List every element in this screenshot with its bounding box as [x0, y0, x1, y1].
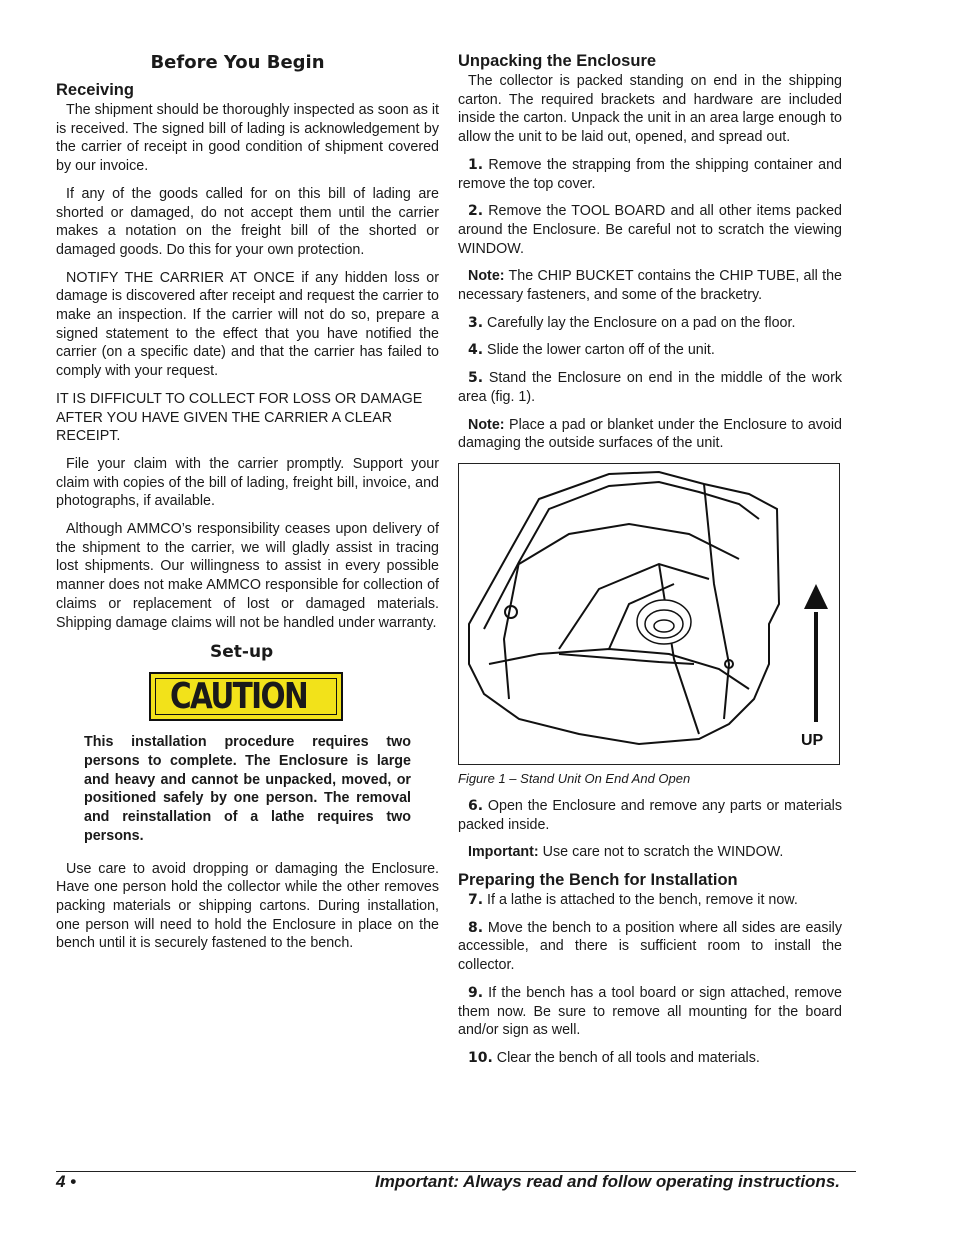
step-item — [458, 341, 842, 360]
section-title-before-you-begin: Before You Begin — [150, 52, 325, 73]
step-number: 8. — [468, 919, 484, 936]
page-number: 4 • — [56, 1172, 77, 1191]
caution-label: CAUTION — [170, 675, 308, 717]
up-label: UP — [801, 731, 824, 749]
note-paragraph — [458, 267, 842, 304]
receiving-paragraph: Although AMMCO’s responsibility ceases upon delivery of the shipment to the carrier, we will gladly assist in tracing lost shipments. Our willingness to assist in every possible manner does not make AMMCO responsible for collection of claims or replacement of lost or damaged materials. Shipping damage claims will not be handled under warranty. — [56, 521, 439, 631]
step-text: Stand the Enclosure on end in the middle of the work area (fig. 1). — [458, 370, 843, 405]
step-item — [458, 314, 842, 333]
step-item — [458, 369, 842, 406]
note-label: Note: — [468, 268, 505, 285]
figure-enclosure-illustration — [458, 463, 840, 765]
receiving-paragraph: The shipment should be thoroughly inspected as soon as it is received. The signed bill of lading is acknowledgement by the carrier of receipt in good condition of shipment covered by our invoice. — [56, 102, 439, 175]
setup-paragraph: Use care to avoid dropping or damaging the Enclosure. Have one person hold the collector while the other removes packing materials or shipping cartons. During installation, one person will need to hold the Enclosure in place on the bench until it is securely fastened to the bench. — [56, 860, 439, 952]
step-text: Remove the TOOL BOARD and all other items packed around the Enclosure. Be careful not to scratch the viewing WINDOW. — [458, 203, 842, 257]
step-number: 10. — [468, 1049, 493, 1066]
enclosure-illustration — [459, 464, 839, 764]
step-number: 9. — [468, 984, 484, 1001]
right-column — [458, 52, 842, 1077]
figure-caption: Figure 1 – Stand Unit On End And Open — [458, 770, 691, 786]
step-number: 3. — [468, 314, 484, 331]
step-number: 4. — [468, 342, 484, 359]
receiving-paragraph: NOTIFY THE CARRIER AT ONCE if any hidden loss or damage is discovered after receipt and request the carrier to make an inspection. If the carrier will not do so, prepare a signed statement to the effect that you have notified the carrier (on a specific date) and that the carrier has failed to comply with your request. — [56, 269, 439, 380]
important-paragraph — [458, 843, 842, 862]
note-label: Note: — [468, 416, 505, 433]
step-text: Remove the strapping from the shipping container and remove the top cover. — [458, 156, 842, 192]
footer-text: Important: Always read and follow operating instructions. — [374, 1172, 840, 1191]
step-item — [458, 984, 842, 1040]
step-item — [458, 797, 842, 834]
important-text: Use care not to scratch the WINDOW. — [542, 844, 784, 861]
bench-heading: Preparing the Bench for Installation — [458, 871, 738, 890]
step-item — [458, 919, 842, 975]
step-text: Clear the bench of all tools and materials. — [496, 1049, 760, 1066]
step-number: 6. — [468, 797, 484, 814]
receiving-heading: Receiving — [56, 81, 134, 99]
step-item — [458, 891, 842, 910]
setup-heading: Set-up — [210, 642, 274, 663]
step-text: If a lathe is attached to the bench, remove it now. — [487, 892, 798, 909]
caution-banner — [149, 672, 343, 721]
left-column — [56, 52, 439, 962]
step-item — [458, 202, 842, 258]
unpacking-intro: The collector is packed standing on end in the shipping carton. The required brackets and hardware are included inside the carton. Unpack the unit in an area large enough to allow the unit to be laid out, opened, and spread out. — [458, 73, 842, 146]
step-text: Open the Enclosure and remove any parts or materials packed inside. — [458, 797, 842, 833]
receiving-paragraph: If any of the goods called for on this bill of lading are shorted or damaged, do not accept them until the carrier makes a notation on the freight bill of the shorted or damaged goods. Do this for your own protection. — [56, 185, 439, 258]
note-paragraph — [458, 416, 842, 453]
step-number: 7. — [468, 892, 484, 909]
step-number: 5. — [468, 370, 484, 387]
step-text: Carefully lay the Enclosure on a pad on the floor. — [487, 314, 796, 331]
caution-text: This installation procedure requires two persons to complete. The Enclosure is large and heavy and cannot be unpacked, moved, or positioned safely by one person. The removal and reinstallation of a lathe requires two persons. — [84, 734, 411, 844]
important-label: Important: — [468, 844, 539, 861]
unpacking-heading: Unpacking the Enclosure — [458, 52, 657, 70]
receiving-paragraph: File your claim with the carrier promptly. Support your claim with copies of the bill of lading, freight bill, invoice, and photographs, if available. — [56, 455, 439, 510]
step-number: 2. — [468, 203, 484, 220]
note-text: The CHIP BUCKET contains the CHIP TUBE, all the necessary fasteners, and some of the bracketry. — [458, 268, 842, 304]
step-item — [458, 1049, 842, 1068]
up-arrow-icon — [804, 584, 828, 609]
note-text: Place a pad or blanket under the Enclosure to avoid damaging the outside surfaces of the unit. — [458, 416, 842, 452]
step-number: 1. — [468, 156, 484, 173]
receiving-paragraph: IT IS DIFFICULT TO COLLECT FOR LOSS OR DAMAGE AFTER YOU HAVE GIVEN THE CARRIER A CLEAR RECEIPT. — [56, 390, 423, 445]
step-item — [458, 156, 842, 193]
step-text: Slide the lower carton off of the unit. — [487, 342, 715, 359]
step-text: If the bench has a tool board or sign attached, remove them now. Be sure to remove all mounting for the board and/or sign as well. — [458, 984, 842, 1039]
step-text: Move the bench to a position where all sides are easily accessible, and there is sufficient room to install the collector. — [458, 919, 842, 974]
